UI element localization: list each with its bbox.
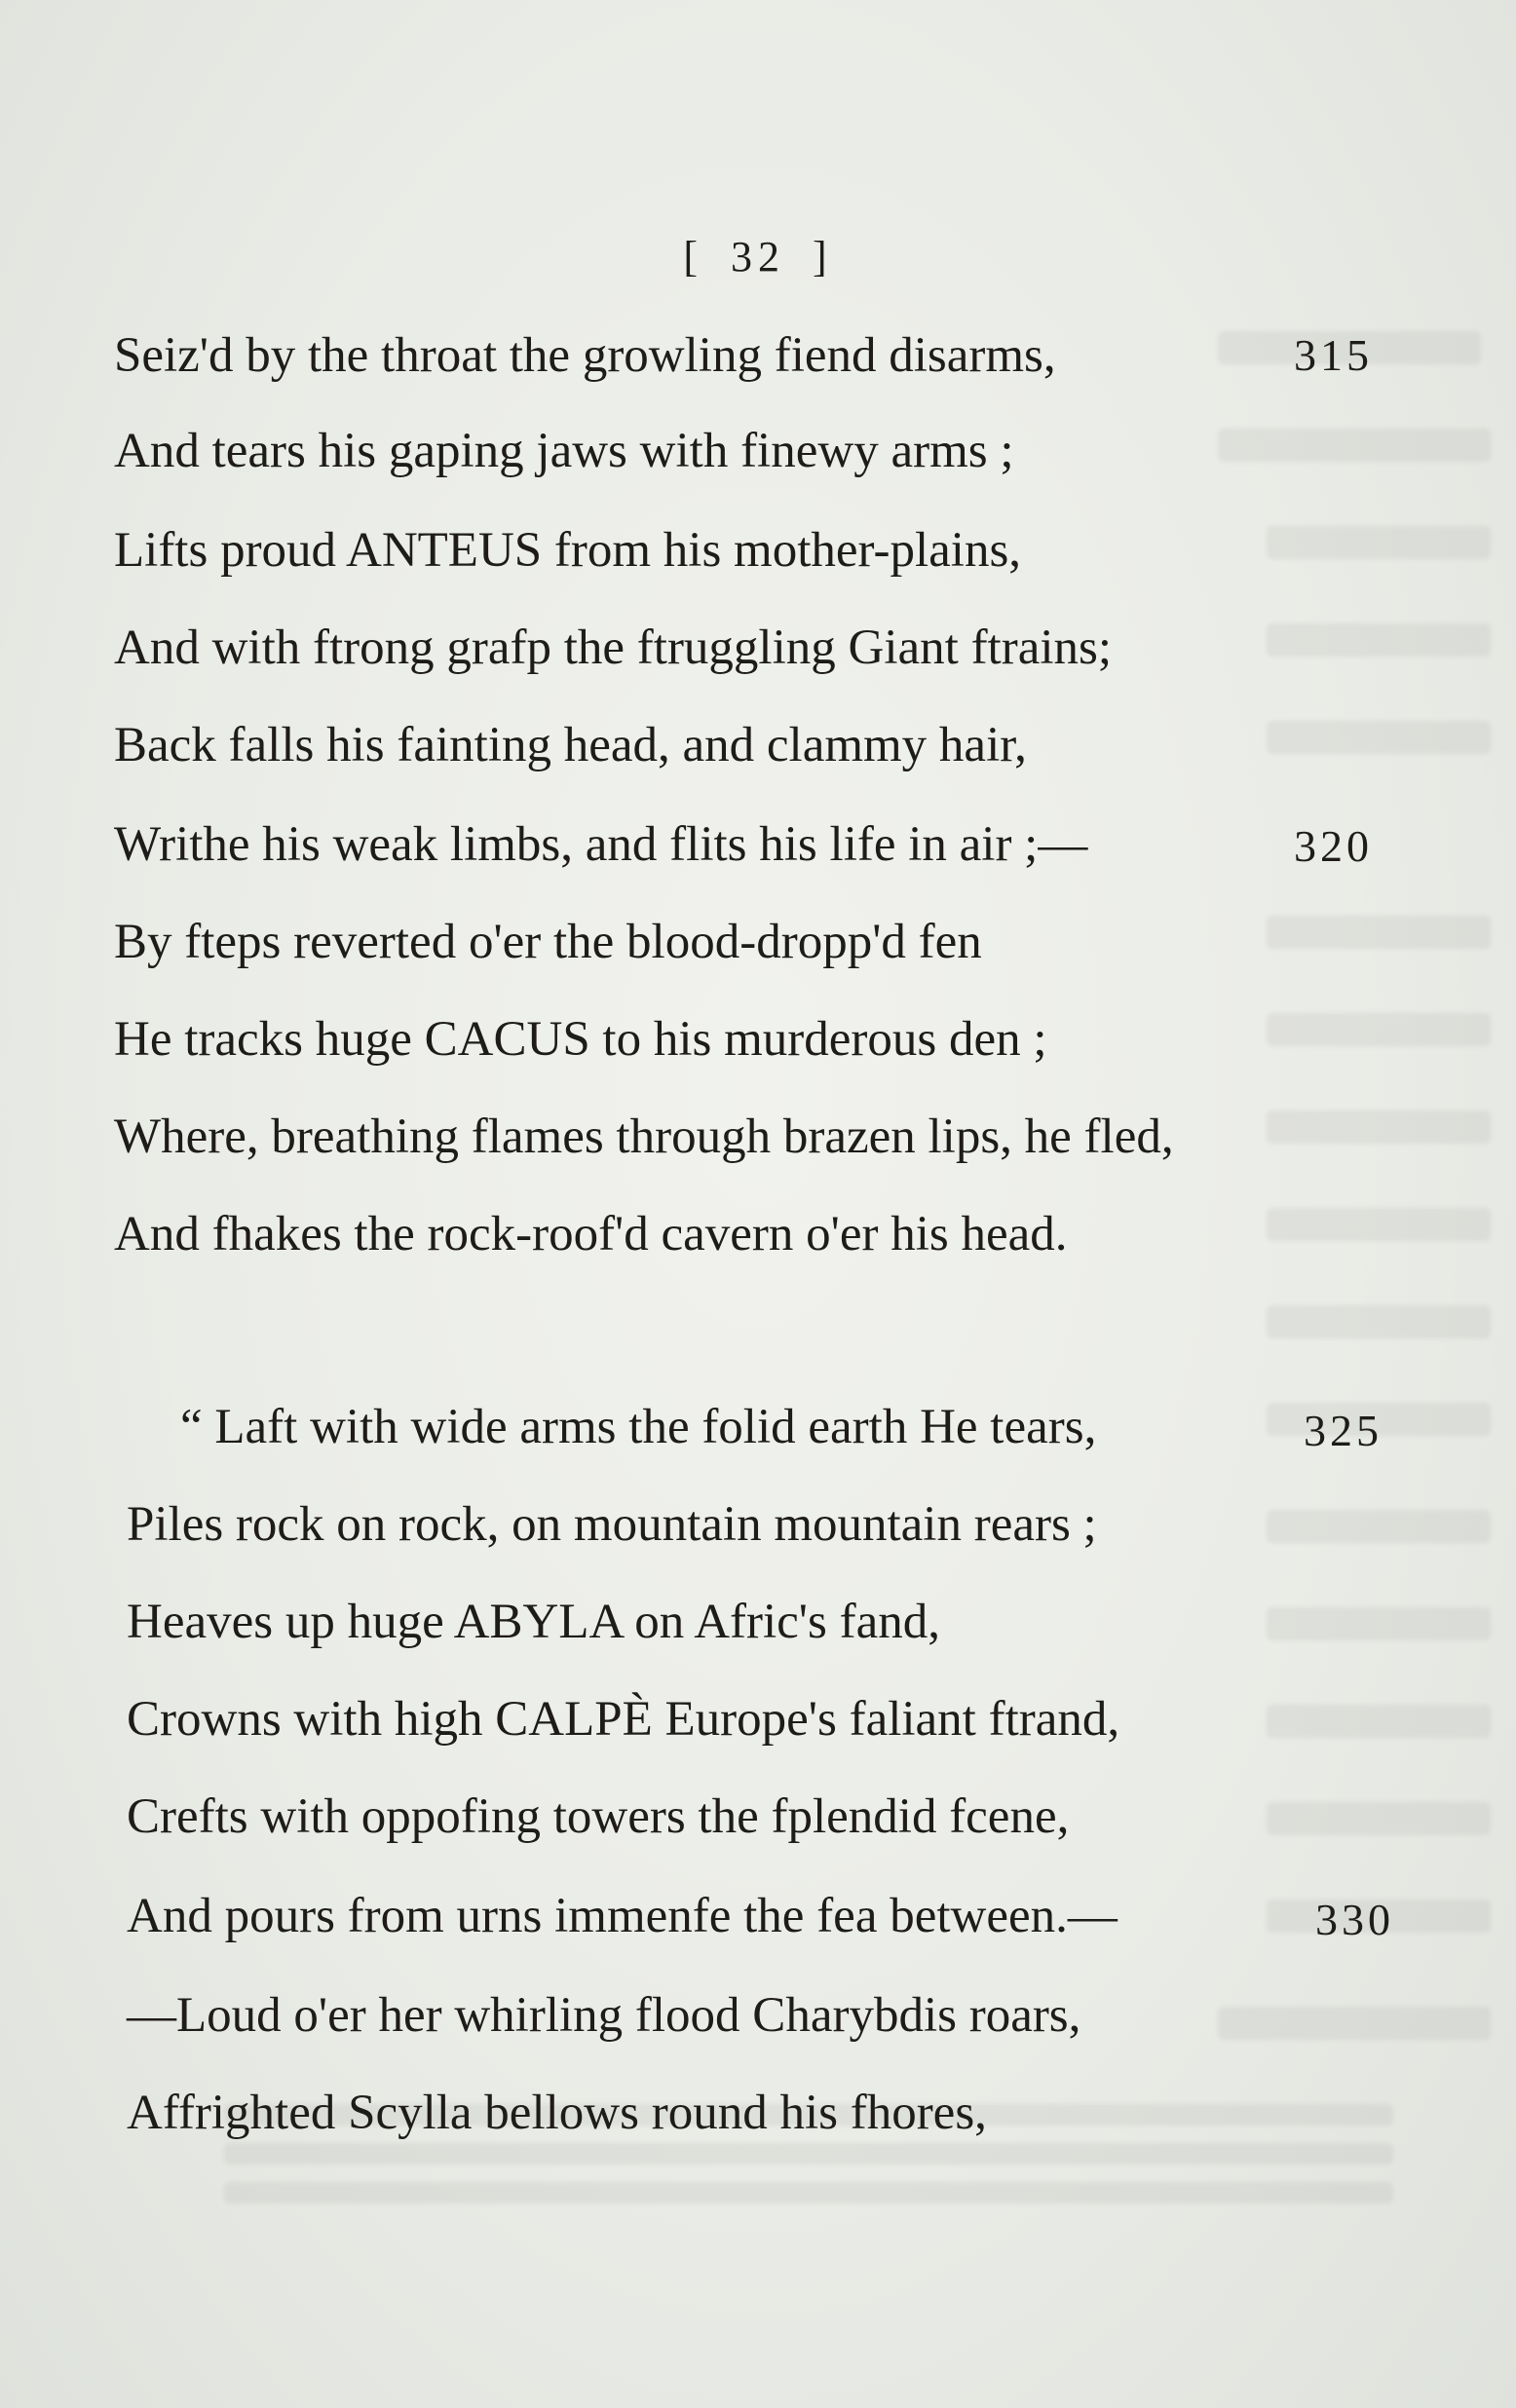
verse-line: —Loud o'er her whirling flood Charybdis roars, [127, 1988, 1081, 2043]
verse-line: And pours from urns immenfe the fea between.— [127, 1889, 1118, 1943]
verse-line: Lifts proud ANTEUS from his mother-plains, [114, 523, 1022, 578]
verse-line: Crefts with oppofing towers the fplendid fcene, [127, 1789, 1070, 1844]
page-number: 32 [731, 233, 785, 281]
verse-line: Piles rock on rock, on mountain mountain rears ; [127, 1497, 1097, 1552]
page-header [0, 232, 1516, 282]
verse-line: “ Laft with wide arms the folid earth He tears, [180, 1400, 1097, 1454]
close-bracket: ] [813, 233, 833, 281]
verse-line: Seiz'd by the throat the growling fiend disarms, [114, 328, 1056, 383]
verse-line: Back falls his fainting head, and clammy hair, [114, 718, 1027, 772]
verse-line: Crowns with high CALPÈ Europe's faliant ftrand, [127, 1692, 1120, 1747]
line-number: 315 [1294, 330, 1373, 380]
verse-line: And tears his gaping jaws with finewy arms ; [114, 424, 1014, 478]
verse-line: And fhakes the rock-roof'd cavern o'er his head. [114, 1207, 1068, 1261]
verse-line: By fteps reverted o'er the blood-dropp'd fen [114, 915, 982, 969]
verse-line: Where, breathing flames through brazen lips, he fled, [114, 1110, 1174, 1164]
open-bracket: [ [683, 233, 703, 281]
verse-line: Writhe his weak limbs, and flits his life in air ;— [114, 817, 1088, 872]
line-number: 325 [1304, 1406, 1383, 1455]
line-number: 330 [1315, 1895, 1394, 1944]
verse-line: Heaves up huge ABYLA on Afric's fand, [127, 1595, 940, 1649]
line-number: 320 [1294, 821, 1373, 871]
verse-line: He tracks huge CACUS to his murderous den ; [114, 1012, 1047, 1067]
verse-line: Affrighted Scylla bellows round his fhores, [127, 2086, 987, 2140]
verse-line: And with ftrong grafp the ftruggling Giant ftrains; [114, 621, 1113, 675]
